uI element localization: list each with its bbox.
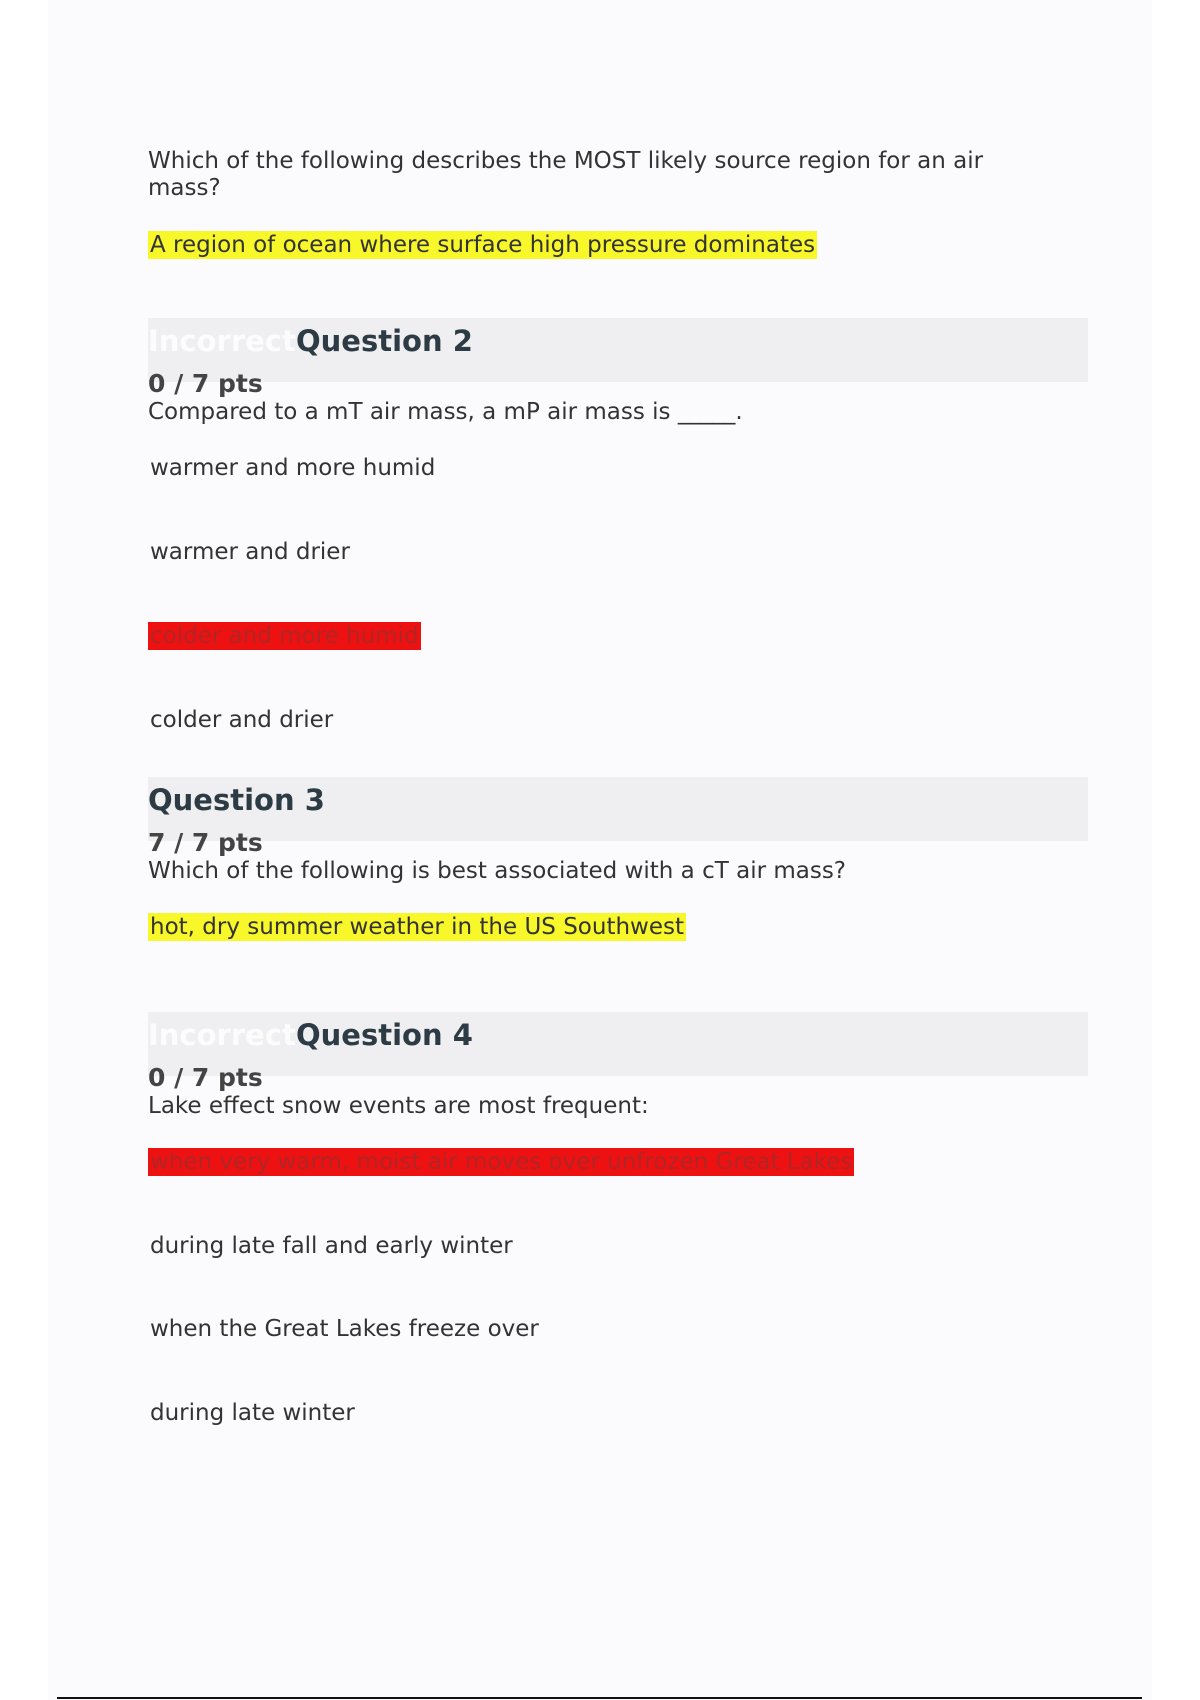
question-2-points: 0 / 7 pts [148, 369, 263, 398]
question-2-option: colder and drier [150, 707, 334, 733]
question-4-title: Question 4 [296, 1018, 473, 1052]
question-4-header [148, 1012, 1088, 1076]
question-2-option: warmer and more humid [150, 455, 436, 481]
question-2-header [148, 318, 1088, 382]
question-3-text: Which of the following is best associated with a cT air mass? [148, 858, 847, 884]
question-3-title: Question 3 [148, 783, 325, 817]
question-4-points: 0 / 7 pts [148, 1063, 263, 1092]
question-1-text: Which of the following describes the MOST likely source region for an air mass? [148, 148, 984, 201]
question-2-title: Question 2 [296, 324, 473, 358]
question-4-option: during late fall and early winter [150, 1233, 513, 1259]
question-2-text: Compared to a mT air mass, a mP air mass is _____. [148, 399, 743, 425]
question-4-status: Incorrect [148, 1018, 296, 1052]
question-2-option: warmer and drier [150, 539, 350, 565]
question-4-option: during late winter [150, 1400, 355, 1426]
page-bottom-rule [57, 1697, 1142, 1699]
question-2-option-selected: colder and more humid [150, 623, 419, 649]
question-3-points: 7 / 7 pts [148, 828, 263, 857]
question-3-header [148, 777, 1088, 841]
question-4-option-selected: when very warm, moist air moves over unfrozen Great Lakes [150, 1149, 853, 1175]
question-1-answer: A region of ocean where surface high pressure dominates [150, 232, 816, 258]
question-4-option: when the Great Lakes freeze over [150, 1316, 539, 1342]
question-2-status: Incorrect [148, 324, 296, 358]
question-4-text: Lake effect snow events are most frequent: [148, 1093, 649, 1119]
question-3-answer: hot, dry summer weather in the US Southwest [150, 914, 685, 940]
